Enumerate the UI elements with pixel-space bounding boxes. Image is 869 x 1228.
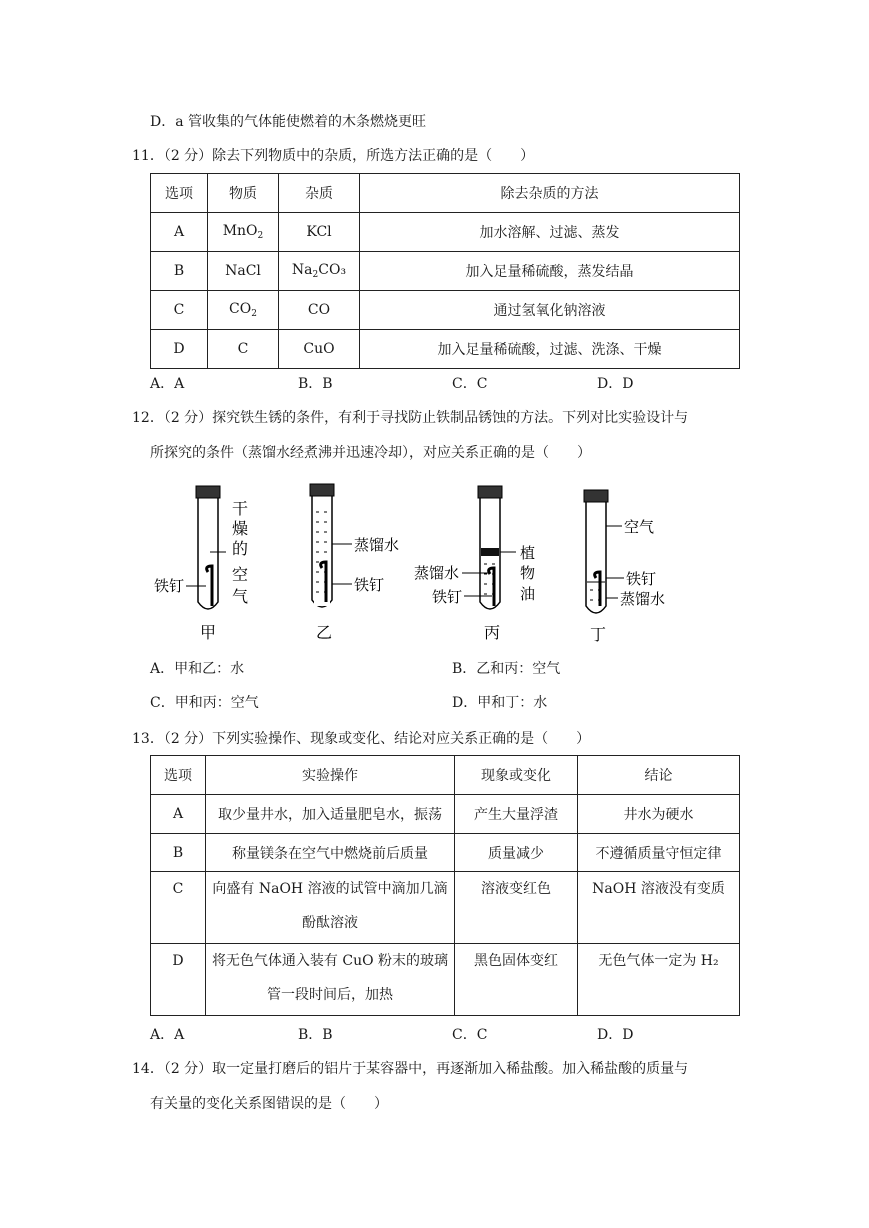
answer-option-c[interactable]: C．C — [452, 376, 488, 392]
svg-text:蒸馏水: 蒸馏水 — [414, 564, 460, 582]
table-row — [151, 291, 740, 330]
conclusion-cell: 井水为硬水 — [578, 795, 740, 834]
svg-text:物: 物 — [520, 564, 536, 582]
option-cell: C — [151, 872, 206, 944]
svg-text:丁: 丁 — [590, 625, 607, 644]
svg-text:铁钉: 铁钉 — [432, 588, 463, 606]
method-cell: 通过氢氧化钠溶液 — [360, 291, 740, 330]
q14-stem-line2: 有关量的变化关系图错误的是（ ） — [150, 1096, 388, 1112]
phenomenon-cell: 质量减少 — [455, 834, 578, 872]
svg-text:油: 油 — [520, 585, 536, 603]
svg-text:丙: 丙 — [484, 623, 501, 642]
phenomenon-cell: 产生大量浮渣 — [455, 795, 578, 834]
method-cell: 加入足量稀硫酸，蒸发结晶 — [360, 252, 740, 291]
table-row — [151, 213, 740, 252]
impurity-cell: CuO — [279, 330, 360, 369]
table-row — [151, 330, 740, 369]
rust-experiment-figure — [148, 482, 708, 652]
svg-text:植: 植 — [520, 544, 536, 562]
svg-text:空气: 空气 — [624, 518, 655, 536]
q13-stem: 13．（2 分）下列实验操作、现象或变化、结论对应关系正确的是（ ） — [132, 731, 591, 747]
test-tube-yi — [310, 484, 399, 642]
option-cell: D — [151, 944, 206, 1016]
q12-stem-line2: 所探究的条件（蒸馏水经煮沸并迅速冷却），对应关系正确的是（ ） — [150, 445, 591, 461]
impurity-cell: CO — [279, 291, 360, 330]
answer-option-a[interactable]: A．A — [150, 376, 185, 392]
table-row — [151, 944, 740, 1016]
svg-text:干: 干 — [232, 499, 249, 518]
answer-option-d[interactable]: D．D — [597, 376, 634, 392]
substance-cell: C — [208, 330, 279, 369]
header-cell: 物质 — [208, 174, 279, 213]
svg-text:的: 的 — [232, 539, 249, 558]
option-cell: B — [151, 834, 206, 872]
svg-text:蒸馏水: 蒸馏水 — [620, 590, 666, 608]
conclusion-cell: 不遵循质量守恒定律 — [578, 834, 740, 872]
answer-option-b[interactable]: B．B — [298, 1027, 333, 1043]
header-cell: 选项 — [151, 174, 208, 213]
impurity-cell: KCl — [279, 213, 360, 252]
option-cell: A — [151, 213, 208, 252]
header-cell: 除去杂质的方法 — [360, 174, 740, 213]
svg-text:燥: 燥 — [232, 519, 249, 538]
substance-cell: $CO_2$ — [208, 291, 279, 330]
q11-table — [150, 173, 740, 369]
svg-text:甲: 甲 — [200, 623, 217, 642]
option-cell: B — [151, 252, 208, 291]
table-header-row — [151, 756, 740, 795]
answer-option-d[interactable]: D．D — [597, 1027, 634, 1043]
q11-stem: 11．（2 分）除去下列物质中的杂质，所选方法正确的是（ ） — [132, 148, 535, 164]
operation-cell: 称量镁条在空气中燃烧前后质量 — [206, 834, 455, 872]
header-cell: 现象或变化 — [455, 756, 578, 795]
q13-table — [150, 755, 740, 1016]
option-cell: C — [151, 291, 208, 330]
conclusion-cell: NaOH 溶液没有变质 — [578, 872, 740, 944]
answer-option-b[interactable]: B．乙和丙：空气 — [452, 661, 561, 677]
phenomenon-cell: 黑色固体变红 — [455, 944, 578, 1016]
answer-option-c[interactable]: C．C — [452, 1027, 488, 1043]
substance-cell: NaCl — [208, 252, 279, 291]
answer-option-b[interactable]: B．B — [298, 376, 333, 392]
method-cell: 加水溶解、过滤、蒸发 — [360, 213, 740, 252]
option-cell: A — [151, 795, 206, 834]
answer-option-a[interactable]: A．A — [150, 1027, 185, 1043]
operation-cell: 将无色气体通入装有 CuO 粉末的玻璃 管一段时间后，加热 — [206, 944, 455, 1016]
test-tube-jia — [154, 486, 248, 642]
q12-stem-line1: 12．（2 分）探究铁生锈的条件，有利于寻找防止铁制品锈蚀的方法。下列对比实验设计与 — [132, 410, 689, 426]
svg-text:乙: 乙 — [316, 623, 333, 642]
test-tube-ding — [584, 490, 665, 644]
answer-option-a[interactable]: A．甲和乙：水 — [150, 661, 245, 677]
svg-text:空: 空 — [232, 565, 249, 584]
table-row — [151, 795, 740, 834]
conclusion-cell: 无色气体一定为 H₂ — [578, 944, 740, 1016]
header-cell: 结论 — [578, 756, 740, 795]
impurity-cell: $Na_2CO_3$ — [279, 252, 360, 291]
operation-cell: 取少量井水，加入适量肥皂水，振荡 — [206, 795, 455, 834]
substance-cell: MnO$_2$ — [208, 213, 279, 252]
table-header-row — [151, 174, 740, 213]
table-row — [151, 834, 740, 872]
q10-option-d: D．a 管收集的气体能使燃着的木条燃烧更旺 — [150, 114, 427, 130]
answer-option-d[interactable]: D．甲和丁：水 — [452, 695, 548, 711]
header-cell: 实验操作 — [206, 756, 455, 795]
q14-stem-line1: 14．（2 分）取一定量打磨后的铝片于某容器中，再逐渐加入稀盐酸。加入稀盐酸的质量与 — [132, 1061, 689, 1077]
svg-text:气: 气 — [232, 587, 249, 606]
svg-text:蒸馏水: 蒸馏水 — [354, 536, 400, 554]
svg-text:铁钉: 铁钉 — [626, 570, 657, 588]
header-cell: 选项 — [151, 756, 206, 795]
answer-option-c[interactable]: C．甲和丙：空气 — [150, 695, 259, 711]
svg-text:铁钉: 铁钉 — [354, 576, 385, 594]
operation-cell: 向盛有 NaOH 溶液的试管中滴加几滴 酚酞溶液 — [206, 872, 455, 944]
test-tube-bing — [414, 486, 535, 642]
method-cell: 加入足量稀硫酸，过滤、洗涤、干燥 — [360, 330, 740, 369]
option-cell: D — [151, 330, 208, 369]
table-row — [151, 252, 740, 291]
table-row — [151, 872, 740, 944]
header-cell: 杂质 — [279, 174, 360, 213]
phenomenon-cell: 溶液变红色 — [455, 872, 578, 944]
svg-text:铁钉: 铁钉 — [154, 577, 185, 595]
